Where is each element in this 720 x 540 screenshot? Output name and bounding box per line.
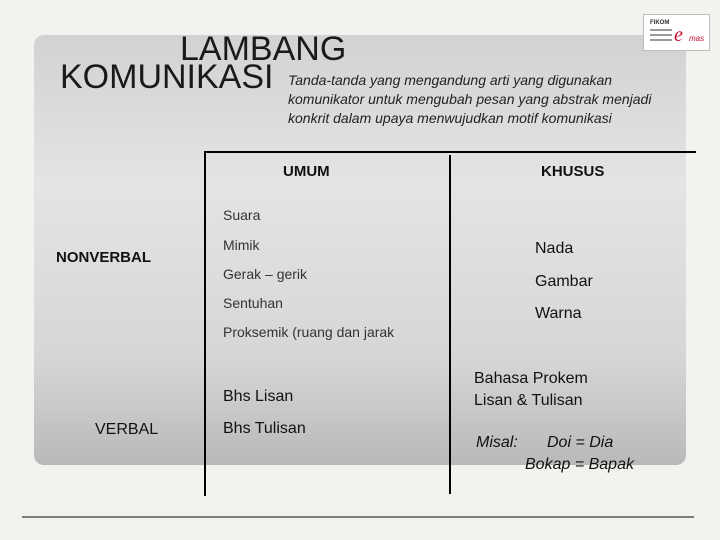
nonverbal-umum-item: Mimik [223, 237, 260, 253]
nonverbal-khusus-item: Warna [535, 305, 582, 322]
header-umum: UMUM [283, 163, 330, 180]
logo-mas-text: mas [689, 34, 705, 43]
misal-example: Doi = Dia [547, 434, 614, 451]
logo-e-mark: e [674, 24, 683, 46]
logo-fikom-text: FIKOM [650, 20, 670, 26]
row-label-nonverbal: NONVERBAL [56, 249, 152, 266]
nonverbal-khusus-item: Nada [535, 240, 574, 257]
header-khusus: KHUSUS [541, 163, 605, 180]
title-line2: KOMUNIKASI [60, 58, 274, 96]
logo-subline [650, 34, 672, 36]
definition-text: Tanda-tanda yang mengandung arti yang digunakan komunikator untuk mengubah pesan yang abstrak menjadi konkrit dalam upaya menwujudkan motif komunikasi [288, 72, 652, 126]
bottom-divider [22, 516, 694, 518]
verbal-umum-item: Bhs Tulisan [223, 420, 306, 437]
row-label-verbal: VERBAL [95, 421, 159, 438]
fikom-emas-logo [643, 14, 710, 51]
logo-subline [650, 39, 672, 41]
nonverbal-umum-item: Suara [223, 207, 261, 223]
table-line-left [204, 151, 206, 496]
verbal-khusus-line1: Bahasa Prokem [474, 370, 588, 387]
verbal-umum-item: Bhs Lisan [223, 388, 294, 405]
misal-label: Misal: [476, 434, 518, 451]
table-line-middle [449, 155, 451, 494]
logo-subline [650, 29, 672, 31]
nonverbal-khusus-item: Gambar [535, 273, 593, 290]
nonverbal-umum-item: Proksemik (ruang dan jarak [223, 324, 395, 340]
misal-example: Bokap = Bapak [525, 456, 634, 473]
verbal-khusus-line2: Lisan & Tulisan [474, 392, 583, 409]
title-line1: LAMBANG [180, 30, 347, 68]
nonverbal-umum-item: Gerak – gerik [223, 266, 308, 282]
nonverbal-umum-item: Sentuhan [223, 295, 283, 311]
table-line-top [204, 151, 696, 153]
